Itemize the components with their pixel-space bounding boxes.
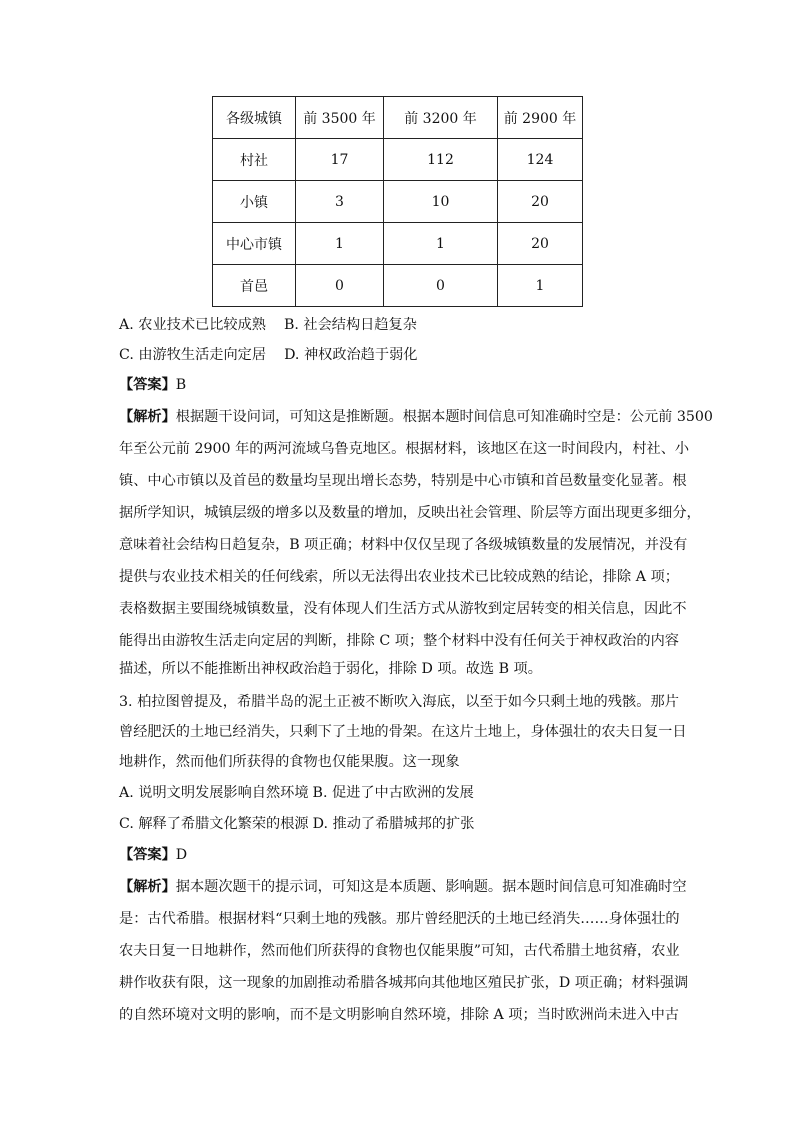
q2-answer	[119, 375, 679, 395]
table-cell: 0	[384, 265, 498, 307]
table-row	[213, 223, 583, 265]
table-cell: 112	[384, 139, 498, 181]
q3-analysis-line: 的自然环境对文明的影响，而不是文明影响自然环境，排除 A 项；当时欧洲尚未进入中古	[119, 1007, 679, 1023]
q3-options-row-2	[119, 814, 679, 834]
table-cell: 124	[498, 139, 583, 181]
table-cell: 首邑	[213, 265, 296, 307]
table-header-cell: 前 3500 年	[296, 97, 384, 139]
table-cell: 17	[296, 139, 384, 181]
table-row	[213, 265, 583, 307]
table-cell: 1	[296, 223, 384, 265]
table-cell: 1	[384, 223, 498, 265]
q2-options-row-1	[119, 315, 679, 335]
q3-option-b: B. 促进了中古欧洲的发展	[312, 785, 474, 801]
q3-analysis-line: 是：古代希腊。根据材料“只剩土地的残骸。那片曾经肥沃的土地已经消失……身体强壮的	[119, 911, 680, 927]
table-header-cell: 前 2900 年	[498, 97, 583, 139]
table-row	[213, 181, 583, 223]
q3-analysis-line: 农夫日复一日地耕作，然而他们所获得的食物也仅能果腹”可知，古代希腊土地贫瘠，农业	[119, 943, 680, 959]
table-cell: 1	[498, 265, 583, 307]
q2-option-a: A. 农业技术已比较成熟	[119, 317, 266, 333]
table-header-row	[213, 97, 583, 139]
q3-analysis-label: 【解析】	[119, 879, 176, 895]
q2-analysis-line: 镇、中心市镇以及首邑的数量均呈现出增长态势，特别是中心市镇和首邑数量变化显著。根	[119, 473, 687, 489]
table-cell: 0	[296, 265, 384, 307]
q2-answer-value: B	[175, 377, 187, 393]
q2-analysis-line: 【解析】根据题干设问词，可知这是推断题。根据本题时间信息可知准确时空是：公元前 3500	[119, 409, 713, 425]
q3-options-row-1	[119, 783, 679, 803]
q3-answer-label: 【答案】	[119, 847, 176, 863]
q2-answer-label: 【答案】	[119, 377, 176, 393]
q3-stem-line: 曾经肥沃的土地已经消失，只剩下了土地的骨架。在这片土地上，身体强壮的农夫日复一日	[119, 724, 687, 740]
table-header-cell: 前 3200 年	[384, 97, 498, 139]
q2-analysis-line: 据所学知识，城镇层级的增多以及数量的增加，反映出社会管理、阶层等方面出现更多细分，	[119, 505, 701, 521]
q2-analysis-line: 描述，所以不能推断出神权政治趋于弱化，排除 D 项。故选 B 项。	[119, 661, 542, 677]
table-cell: 10	[384, 181, 498, 223]
table-cell: 3	[296, 181, 384, 223]
table-row	[213, 139, 583, 181]
q3-stem-line: 3. 柏拉图曾提及，希腊半岛的泥土正被不断吹入海底，以至于如今只剩土地的残骸。那片	[119, 694, 679, 710]
q2-analysis-line: 能得出由游牧生活走向定居的判断，排除 C 项；整个材料中没有任何关于神权政治的内容	[119, 633, 679, 649]
q3-answer-value: D	[175, 847, 188, 863]
q2-option-c: C. 由游牧生活走向定居	[119, 347, 267, 363]
q2-option-d: D. 神权政治趋于弱化	[284, 347, 418, 363]
q3-option-a: A. 说明文明发展影响自然环境	[119, 785, 309, 801]
q3-analysis-line: 耕作收获有限，这一现象的加剧推动希腊各城邦向其他地区殖民扩张，D 项正确；材料强调	[119, 975, 689, 991]
q2-options-row-2	[119, 345, 679, 365]
table-cell: 村社	[213, 139, 296, 181]
q3-option-d: D. 推动了希腊城邦的扩张	[312, 816, 475, 832]
q2-analysis-line: 年至公元前 2900 年的两河流域乌鲁克地区。根据材料，该地区在这一时间段内，村社、小	[119, 441, 690, 457]
q3-answer	[119, 845, 679, 865]
table-header-cell: 各级城镇	[213, 97, 296, 139]
q2-analysis-line: 意味着社会结构日趋复杂，B 项正确；材料中仅仅呈现了各级城镇数量的发展情况，并没有	[119, 537, 688, 553]
q3-analysis-line: 【解析】据本题次题干的提示词，可知这是本质题、影响题。据本题时间信息可知准确时空	[119, 879, 687, 895]
table-cell: 小镇	[213, 181, 296, 223]
table-cell: 20	[498, 181, 583, 223]
q3-option-c: C. 解释了希腊文化繁荣的根源	[119, 816, 309, 832]
table-cell: 中心市镇	[213, 223, 296, 265]
q3-stem-line: 地耕作，然而他们所获得的食物也仅能果腹。这一现象	[119, 754, 460, 770]
q2-analysis-line: 表格数据主要围绕城镇数量，没有体现人们生活方式从游牧到定居转变的相关信息，因此不	[119, 601, 687, 617]
q2-analysis-label: 【解析】	[119, 409, 176, 425]
q2-option-b: B. 社会结构日趋复杂	[283, 317, 417, 333]
table-cell: 20	[498, 223, 583, 265]
q2-analysis-line: 提供与农业技术相关的任何线索，所以无法得出农业技术已比较成熟的结论，排除 A 项；	[119, 569, 679, 585]
town-count-table	[212, 96, 583, 307]
